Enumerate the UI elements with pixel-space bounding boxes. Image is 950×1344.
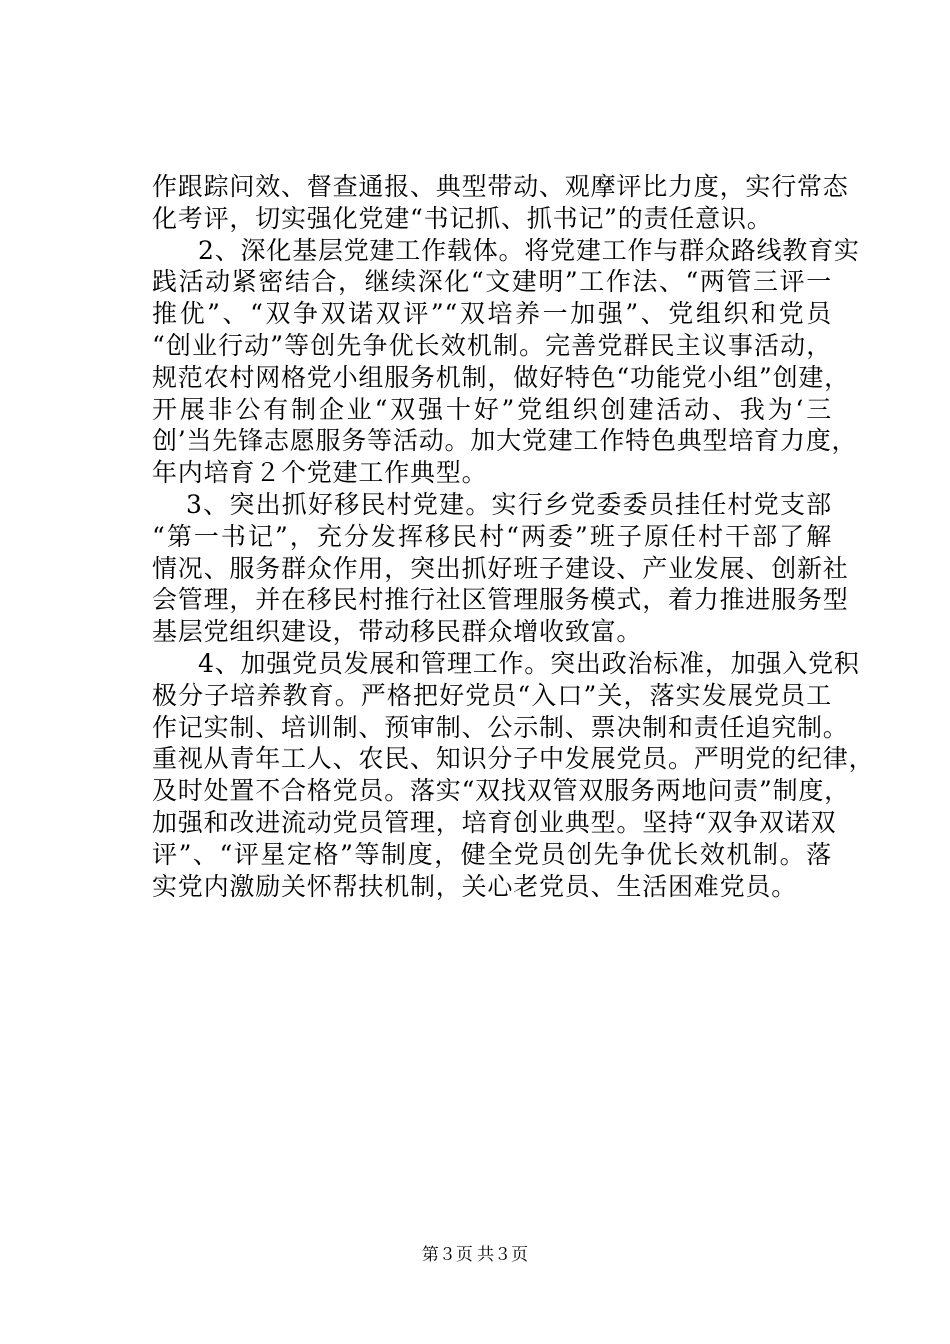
text-line: “第一书记”，充分发挥移民村“两委”班子原任村干部了解 bbox=[152, 521, 832, 551]
text-line: 开展非公有制企业“双强十好”党组织创建活动、我为‘三 bbox=[152, 394, 832, 424]
text-line: 情况、服务群众作用，突出抓好班子建设、产业发展、创新社 bbox=[152, 553, 849, 583]
text-line: 实党内激励关怀帮扶机制，关心老党员、生活困难党员。 bbox=[152, 871, 798, 901]
text-line: 创’当先锋志愿服务等活动。加大党建工作特色典型培育力度， bbox=[152, 426, 858, 456]
text-line: 及时处置不合格党员。落实“双找双管双服务两地问责”制度， bbox=[152, 776, 850, 806]
text-line: 2、深化基层党建工作载体。将党建工作与群众路线教育实 bbox=[198, 235, 860, 265]
text-line: 加强和改进流动党员管理，培育创业典型。坚持“双争双诺双 bbox=[152, 807, 837, 837]
text-line: 践活动紧密结合，继续深化“文建明”工作法、“两管三评一 bbox=[152, 267, 832, 297]
text-line: 评”、“评星定格”等制度，健全党员创先争优长效机制。落 bbox=[152, 839, 832, 869]
text-line: 会管理，并在移民村推行社区管理服务模式，着力推进服务型 bbox=[152, 585, 849, 615]
text-line: “创业行动”等创先争优长效机制。完善党群民主议事活动， bbox=[152, 330, 832, 360]
text-line: 3、突出抓好移民村党建。实行乡党委委员挂任村党支部 bbox=[186, 489, 832, 519]
text-line: 基层党组织建设，带动移民群众增收致富。 bbox=[152, 617, 643, 647]
text-line: 年内培育２个党建工作典型。 bbox=[152, 458, 488, 488]
text-line: 推优”、“双争双诺双评”“双培养一加强”、党组织和党员 bbox=[152, 299, 832, 329]
text-line: 作跟踪问效、督查通报、典型带动、观摩评比力度，实行常态 bbox=[152, 172, 849, 201]
text-line: 规范农村网格党小组服务机制，做好特色“功能党小组”创建， bbox=[152, 362, 850, 392]
page-footer: 第３页 共３页 bbox=[421, 1245, 529, 1264]
text-line: 化考评，切实强化党建“书记抓、抓书记”的责任意识。 bbox=[152, 203, 773, 233]
text-line: 重视从青年工人、农民、知识分子中发展党员。严明党的纪律， bbox=[152, 744, 875, 774]
text-line: 4、加强党员发展和管理工作。突出政治标准，加强入党积 bbox=[198, 648, 860, 678]
text-line: 作记实制、培训制、预审制、公示制、票决制和责任追究制。 bbox=[152, 712, 849, 742]
text-line: 极分子培养教育。严格把好党员“入口”关，落实发展党员工 bbox=[152, 680, 832, 710]
document-body bbox=[152, 171, 875, 902]
